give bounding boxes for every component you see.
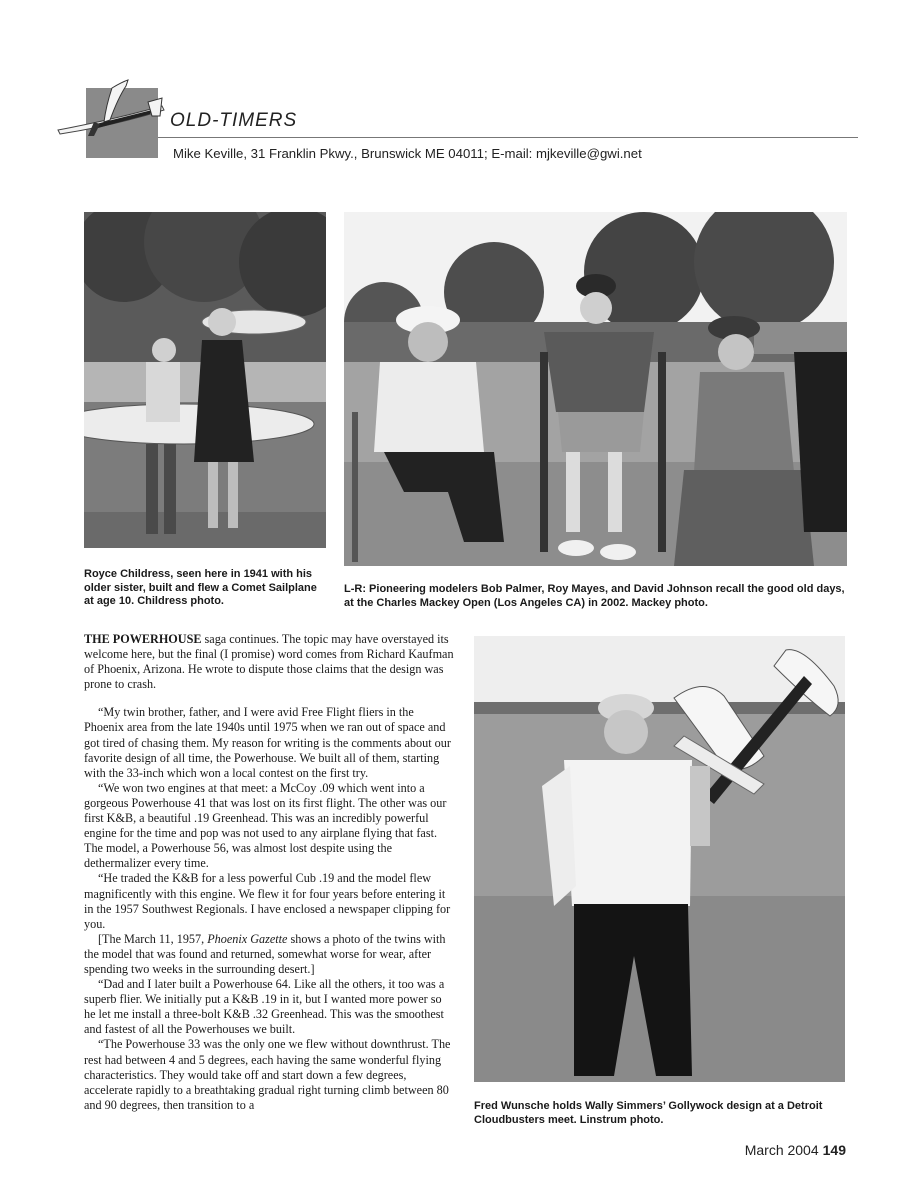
article-paragraph: “He traded the K&B for a less powerful Cub .19 and the model flew magnificently with this engine. We flew it for four years before entering it in the 1957 Southwest Regionals. I have enclosed a newspaper clipping for you. xyxy=(84,871,451,931)
article-lead: THE POWERHOUSE xyxy=(84,632,202,646)
glider-logo-icon xyxy=(52,76,172,156)
article-paragraph: “We won two engines at that meet: a McCoy .09 which went into a gorgeous Powerhouse 41 that was lost on its first flight. The other was our first K&B, a beautiful .19 Greenhead. This was an incredibly powerful engine for the time and pop was not used to any airplane flying that fast. The model, a Powerhouse 56, was almost lost despite using the dethermalizer every time. xyxy=(84,780,447,871)
photo-childress xyxy=(84,212,326,548)
article-paragraph: [The March 11, 1957, Phoenix Gazette shows a photo of the twins with the model that was found and returned, somewhat worse for wear, after spending two weeks in the surrounding desert.] xyxy=(84,931,446,976)
article-paragraph: “My twin brother, father, and I were avid Free Flight fliers in the Phoenix area from the late 1940s until 1975 when we ran out of space and got tired of chasing them. My reason for writing is the comments about our favorite design of all time, the Powerhouse. We built all of them, starting with the 33-inch which won a local contest on the first try. xyxy=(84,705,451,780)
photo-modelers-group xyxy=(344,212,847,566)
article-paragraph: “Dad and I later built a Powerhouse 64. Like all the others, it too was a superb flier. We initially put a K&B .19 in it, but I wanted more power so he let me install a three-bolt K&B .32 Greenhead. This was the smoothest and fastest of all the Powerhouses we built. xyxy=(84,977,445,1037)
issue-date: March 2004 xyxy=(744,1142,819,1158)
photo-wunsche-caption: Fred Wunsche holds Wally Simmers’ Gollywock design at a Detroit Cloudbusters meet. Linstrum photo. xyxy=(474,1100,823,1126)
article-paragraph: THE POWERHOUSE saga continues. The topic may have overstayed its welcome here, but the final (I promise) word comes from Richard Kaufman of Phoenix, Arizona. He wrote to dispute those claims that the design was prone to crash. xyxy=(84,632,454,692)
photo-modelers-caption: L-R: Pioneering modelers Bob Palmer, Roy Mayes, and David Johnson recall the good old days, at the Charles Mackey Open (Los Angeles CA) in 2002. Mackey photo. xyxy=(344,583,845,609)
author-contact: Mike Keville, 31 Franklin Pkwy., Brunswick ME 04011; E-mail: mjkeville@gwi.net xyxy=(173,146,642,161)
page-number: 149 xyxy=(822,1142,846,1158)
photo-wunsche xyxy=(474,636,845,1082)
page-footer xyxy=(745,1142,846,1158)
header-divider xyxy=(158,137,858,138)
article-body xyxy=(84,632,456,1113)
section-title: OLD-TIMERS xyxy=(170,110,298,131)
photo-childress-caption: Royce Childress, seen here in 1941 with his older sister, built and flew a Comet Sailplane at age 10. Childress photo. xyxy=(84,568,317,607)
article-paragraph: “The Powerhouse 33 was the only one we flew without downthrust. The rest had between 4 and 5 degrees, each having the same wonderful flying characteristics. They would take off and start down a few degrees, accelerate rapidly to a breathtaking gradual right turning climb between 80 and 90 degrees, then transition to a xyxy=(84,1037,451,1112)
